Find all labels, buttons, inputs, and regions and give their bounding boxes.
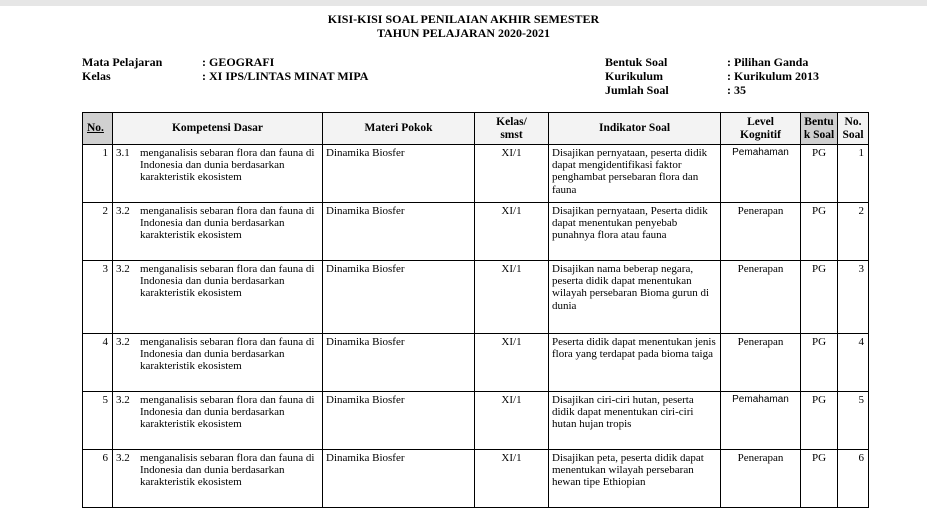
info-label-bentuk-soal: Bentuk Soal <box>605 55 668 69</box>
table-row <box>83 334 869 392</box>
cell-kelas: XI/1 <box>475 450 549 508</box>
info-value-kelas: : XI IPS/LINTAS MINAT MIPA <box>202 69 369 83</box>
cell-no: 2 <box>83 203 113 261</box>
cell-materi-pokok: Dinamika Biosfer <box>323 145 475 203</box>
info-value-bentuk-soal: : Pilihan Ganda <box>727 55 809 69</box>
kd-number: 3.2 <box>116 263 130 275</box>
header-nosoal-line1: No. <box>844 116 862 129</box>
cell-materi-pokok: Dinamika Biosfer <box>323 203 475 261</box>
cell-indikator: Disajikan pernyataan, peserta didik dapat mengidentifikasi faktor penghambat persebaran flora dan fauna <box>549 145 721 203</box>
cell-no-soal: 4 <box>838 334 869 392</box>
header-kompetensi-dasar: Kompetensi Dasar <box>113 113 323 145</box>
kd-text: menganalisis sebaran flora dan fauna di Indonesia dan dunia berdasarkan karakteristik ekosistem <box>140 263 315 300</box>
table-row <box>83 145 869 203</box>
cell-materi-pokok: Dinamika Biosfer <box>323 450 475 508</box>
cell-no-soal: 6 <box>838 450 869 508</box>
kd-number: 3.2 <box>116 336 130 348</box>
kd-number: 3.2 <box>116 394 130 406</box>
cell-level: Penerapan <box>721 261 801 334</box>
kd-number: 3.2 <box>116 452 130 464</box>
cell-no: 5 <box>83 392 113 450</box>
cell-indikator: Peserta didik dapat menentukan jenis flora yang terdapat pada bioma taiga <box>549 334 721 392</box>
table-row <box>83 203 869 261</box>
info-value-mata-pelajaran: : GEOGRAFI <box>202 55 275 69</box>
cell-kompetensi-dasar <box>113 145 323 203</box>
cell-bentuk: PG <box>801 145 838 203</box>
cell-bentuk: PG <box>801 392 838 450</box>
kd-text: menganalisis sebaran flora dan fauna di Indonesia dan dunia berdasarkan karakteristik ekosistem <box>140 205 315 242</box>
cell-indikator: Disajikan pernyataan, Peserta didik dapat menentukan penyebab punahnya flora atau fauna <box>549 203 721 261</box>
cell-bentuk: PG <box>801 203 838 261</box>
info-value-jumlah-soal: : 35 <box>727 83 746 97</box>
cell-no-soal: 2 <box>838 203 869 261</box>
table-row <box>83 392 869 450</box>
kd-text: menganalisis sebaran flora dan fauna di Indonesia dan dunia berdasarkan karakteristik ekosistem <box>140 394 315 431</box>
cell-no: 3 <box>83 261 113 334</box>
header-level-line2: Kognitif <box>740 128 781 141</box>
info-label-kelas: Kelas <box>82 69 111 83</box>
header-materi-pokok: Materi Pokok <box>323 113 475 145</box>
header-kelas-line2: smst <box>500 128 523 141</box>
cell-indikator: Disajikan nama beberap negara, peserta didik dapat menentukan wilayah persebaran Bioma gurun di dunia <box>549 261 721 334</box>
kd-text: menganalisis sebaran flora dan fauna di Indonesia dan dunia berdasarkan karakteristik ekosistem <box>140 147 315 184</box>
cell-no-soal: 5 <box>838 392 869 450</box>
table-row <box>83 450 869 508</box>
cell-no: 4 <box>83 334 113 392</box>
document-title: KISI-KISI SOAL PENILAIAN AKHIR SEMESTER <box>327 12 600 26</box>
cell-kelas: XI/1 <box>475 145 549 203</box>
cell-kompetensi-dasar <box>113 392 323 450</box>
cell-bentuk: PG <box>801 450 838 508</box>
cell-kompetensi-dasar <box>113 450 323 508</box>
cell-kelas: XI/1 <box>475 334 549 392</box>
cell-indikator: Disajikan peta, peserta didik dapat menentukan wilayah persebaran hewan tipe Ethiopian <box>549 450 721 508</box>
kd-text: menganalisis sebaran flora dan fauna di Indonesia dan dunia berdasarkan karakteristik ekosistem <box>140 452 315 489</box>
header-bentuk-line2: k Soal <box>803 128 835 141</box>
cell-kompetensi-dasar <box>113 334 323 392</box>
cell-no: 6 <box>83 450 113 508</box>
header-kelas-line1: Kelas/ <box>496 116 527 129</box>
kd-text: menganalisis sebaran flora dan fauna di Indonesia dan dunia berdasarkan karakteristik ekosistem <box>140 336 315 373</box>
info-label-jumlah-soal: Jumlah Soal <box>605 83 669 97</box>
cell-kompetensi-dasar <box>113 203 323 261</box>
kd-number: 3.1 <box>116 147 130 159</box>
header-kelas-smst <box>475 113 549 145</box>
cell-level: Penerapan <box>721 203 801 261</box>
cell-level: Pemahaman <box>721 145 801 203</box>
cell-materi-pokok: Dinamika Biosfer <box>323 334 475 392</box>
header-bentuk-line1: Bentu <box>804 116 834 129</box>
window-top-edge <box>0 0 927 6</box>
document-subtitle: TAHUN PELAJARAN 2020-2021 <box>376 26 551 40</box>
cell-level: Penerapan <box>721 334 801 392</box>
header-indikator-soal: Indikator Soal <box>549 113 721 145</box>
info-label-kurikulum: Kurikulum <box>605 69 664 83</box>
cell-level: Pemahaman <box>721 392 801 450</box>
cell-kompetensi-dasar <box>113 261 323 334</box>
cell-bentuk: PG <box>801 261 838 334</box>
table-header-row <box>83 113 869 145</box>
kisi-kisi-table <box>82 112 869 508</box>
info-label-mata-pelajaran: Mata Pelajaran <box>82 55 163 69</box>
cell-level: Penerapan <box>721 450 801 508</box>
cell-indikator: Disajikan ciri-ciri hutan, peserta didik dapat menentukan ciri-ciri hutan hujan tropis <box>549 392 721 450</box>
header-level-line1: Level <box>747 116 774 129</box>
cell-no-soal: 1 <box>838 145 869 203</box>
cell-no-soal: 3 <box>838 261 869 334</box>
cell-kelas: XI/1 <box>475 261 549 334</box>
header-bentuk-soal <box>801 113 838 145</box>
table-row <box>83 261 869 334</box>
cell-kelas: XI/1 <box>475 203 549 261</box>
cell-no: 1 <box>83 145 113 203</box>
header-no-soal <box>838 113 869 145</box>
header-no: No. <box>83 113 113 145</box>
cell-kelas: XI/1 <box>475 392 549 450</box>
cell-bentuk: PG <box>801 334 838 392</box>
cell-materi-pokok: Dinamika Biosfer <box>323 261 475 334</box>
header-nosoal-line2: Soal <box>842 128 864 141</box>
header-level-kognitif <box>721 113 801 145</box>
kd-number: 3.2 <box>116 205 130 217</box>
info-value-kurikulum: : Kurikulum 2013 <box>727 69 820 83</box>
cell-materi-pokok: Dinamika Biosfer <box>323 392 475 450</box>
